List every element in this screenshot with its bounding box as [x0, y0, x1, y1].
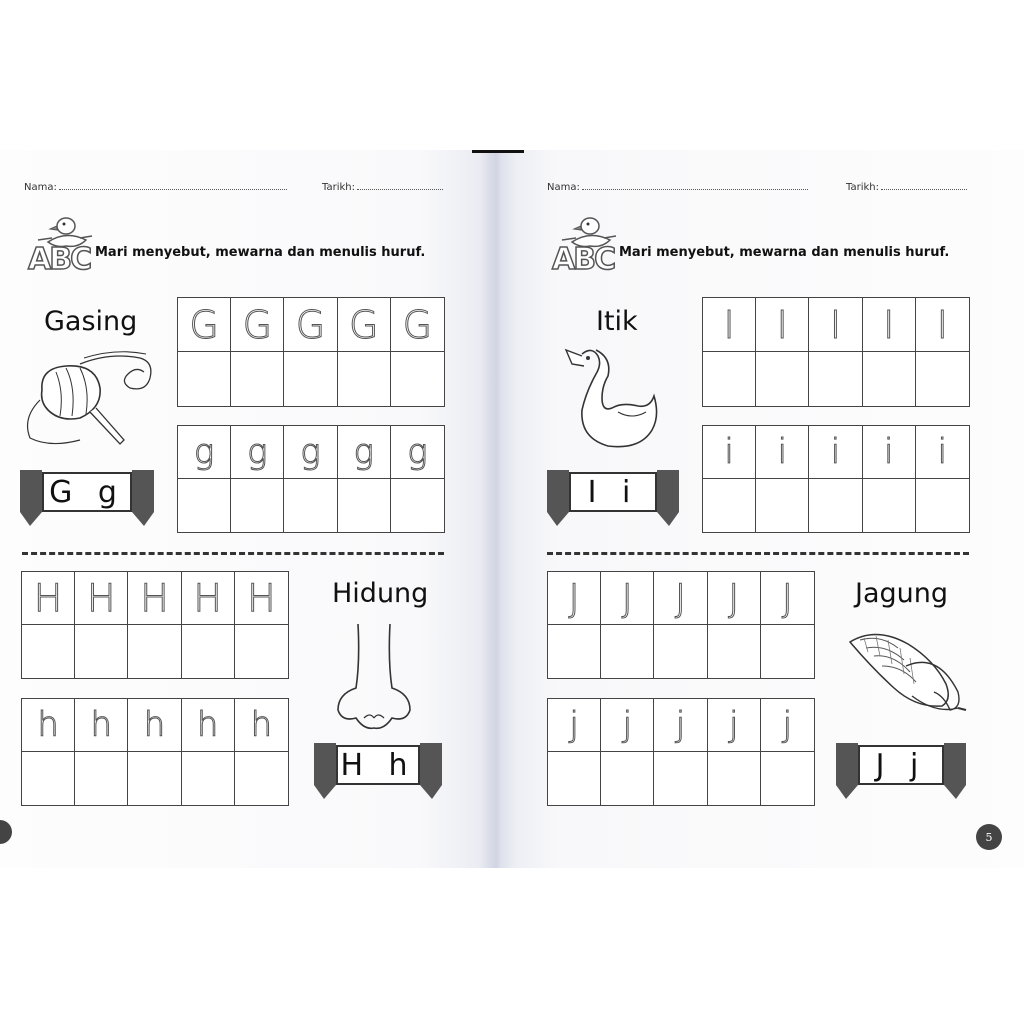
trace-letter: i — [724, 432, 734, 472]
trace-grid-lower-j[interactable] — [547, 698, 815, 806]
page-number: 5 — [976, 824, 1002, 850]
write-cell[interactable] — [128, 752, 181, 805]
trace-letter: j — [782, 705, 793, 745]
write-cell[interactable] — [916, 479, 969, 532]
write-cell[interactable] — [708, 752, 761, 805]
corn-icon — [846, 622, 968, 714]
trace-letter: I — [776, 302, 788, 347]
write-cell[interactable] — [601, 752, 654, 805]
spinning-top-icon — [20, 348, 156, 448]
write-cell[interactable] — [703, 479, 756, 532]
trace-letter: g — [300, 432, 321, 472]
trace-letter: H — [140, 576, 169, 620]
trace-grid-upper-h[interactable] — [21, 571, 289, 679]
name-field-right[interactable]: Nama: — [547, 180, 808, 193]
trace-letter: J — [621, 576, 633, 620]
letter-banner-j — [836, 735, 966, 799]
trace-letter: I — [723, 302, 735, 347]
trace-grid-upper-i[interactable] — [702, 297, 970, 407]
write-cell[interactable] — [863, 352, 916, 406]
trace-letter: g — [247, 432, 268, 472]
write-cell[interactable] — [235, 752, 288, 805]
trace-letter: I — [829, 302, 842, 347]
abc-duck-logo: ABC — [28, 212, 94, 274]
trace-letter: H — [87, 576, 116, 620]
trace-letter: g — [407, 432, 428, 472]
word-jagung: Jagung — [855, 578, 949, 609]
trace-letter: G — [295, 302, 326, 347]
write-cell[interactable] — [391, 352, 444, 406]
write-cell[interactable] — [756, 479, 809, 532]
write-cell[interactable] — [128, 625, 181, 678]
section-divider-right — [547, 552, 969, 555]
write-cell[interactable] — [548, 625, 601, 678]
write-cell[interactable] — [338, 479, 391, 532]
trace-letter: h — [90, 705, 113, 745]
trace-letter: h — [196, 705, 219, 745]
write-cell[interactable] — [708, 625, 761, 678]
top-edge — [472, 150, 524, 153]
write-cell[interactable] — [284, 352, 337, 406]
trace-letter: H — [247, 576, 276, 620]
letter-banner-i — [547, 462, 679, 526]
trace-letter: G — [242, 302, 273, 347]
write-cell[interactable] — [548, 752, 601, 805]
trace-letter: i — [883, 432, 894, 472]
nose-icon — [334, 622, 414, 734]
trace-letter: h — [143, 705, 166, 745]
trace-grid-upper-j[interactable] — [547, 571, 815, 679]
trace-grid-lower-g[interactable] — [177, 425, 445, 533]
write-cell[interactable] — [284, 479, 337, 532]
instruction-left: Mari menyebut, mewarna dan menulis huruf. — [95, 245, 426, 260]
write-cell[interactable] — [703, 352, 756, 406]
trace-letter: J — [781, 576, 793, 620]
word-itik: Itik — [596, 306, 638, 337]
trace-grid-lower-h[interactable] — [21, 698, 289, 806]
date-field-left[interactable]: Tarikh: — [322, 180, 443, 193]
trace-letter: J — [728, 576, 740, 620]
trace-letter: I — [883, 302, 895, 347]
write-cell[interactable] — [178, 479, 231, 532]
trace-letter: H — [193, 576, 222, 620]
write-cell[interactable] — [761, 752, 814, 805]
trace-letter: h — [250, 705, 273, 745]
banner-text-j: J j — [858, 745, 944, 785]
write-cell[interactable] — [654, 752, 707, 805]
write-cell[interactable] — [75, 752, 128, 805]
write-cell[interactable] — [178, 352, 231, 406]
book-gutter — [480, 150, 516, 868]
letter-banner-g — [20, 462, 154, 526]
write-cell[interactable] — [231, 479, 284, 532]
instruction-right: Mari menyebut, mewarna dan menulis huruf. — [619, 245, 950, 260]
trace-letter: J — [568, 576, 580, 620]
write-cell[interactable] — [809, 479, 862, 532]
trace-letter: h — [37, 705, 59, 745]
write-cell[interactable] — [916, 352, 969, 406]
write-cell[interactable] — [756, 352, 809, 406]
duck-icon — [562, 346, 662, 458]
trace-letter: i — [937, 432, 948, 472]
trace-letter: i — [830, 432, 841, 472]
trace-grid-lower-i[interactable] — [702, 425, 970, 533]
write-cell[interactable] — [761, 625, 814, 678]
write-cell[interactable] — [22, 625, 75, 678]
abc-duck-logo: ABC — [552, 212, 618, 274]
trace-letter: j — [728, 705, 739, 745]
write-cell[interactable] — [235, 625, 288, 678]
trace-letter: G — [402, 302, 433, 347]
trace-letter: G — [189, 302, 219, 347]
trace-letter: j — [675, 705, 686, 745]
write-cell[interactable] — [182, 752, 235, 805]
banner-text-g: G g — [42, 472, 132, 512]
trace-letter: j — [569, 705, 579, 745]
trace-letter: I — [936, 302, 948, 347]
word-gasing: Gasing — [44, 306, 138, 337]
write-cell[interactable] — [809, 352, 862, 406]
trace-letter: J — [674, 576, 687, 620]
trace-letter: g — [353, 432, 374, 472]
write-cell[interactable] — [338, 352, 391, 406]
write-cell[interactable] — [391, 479, 444, 532]
section-divider-left — [22, 552, 444, 555]
write-cell[interactable] — [231, 352, 284, 406]
write-cell[interactable] — [22, 752, 75, 805]
write-cell[interactable] — [75, 625, 128, 678]
write-cell[interactable] — [654, 625, 707, 678]
date-field-right[interactable]: Tarikh: — [846, 180, 967, 193]
trace-letter: j — [622, 705, 633, 745]
letter-banner-h — [314, 735, 442, 799]
trace-letter: i — [777, 432, 788, 472]
trace-grid-upper-g[interactable] — [177, 297, 445, 407]
write-cell[interactable] — [601, 625, 654, 678]
banner-text-i: I i — [569, 472, 657, 512]
trace-letter: H — [33, 576, 63, 620]
banner-text-h: H h — [336, 745, 420, 785]
name-field-left[interactable]: Nama: — [24, 180, 287, 193]
write-cell[interactable] — [863, 479, 916, 532]
trace-letter: g — [193, 432, 215, 472]
write-cell[interactable] — [182, 625, 235, 678]
word-hidung: Hidung — [332, 578, 429, 609]
trace-letter: G — [348, 302, 379, 347]
